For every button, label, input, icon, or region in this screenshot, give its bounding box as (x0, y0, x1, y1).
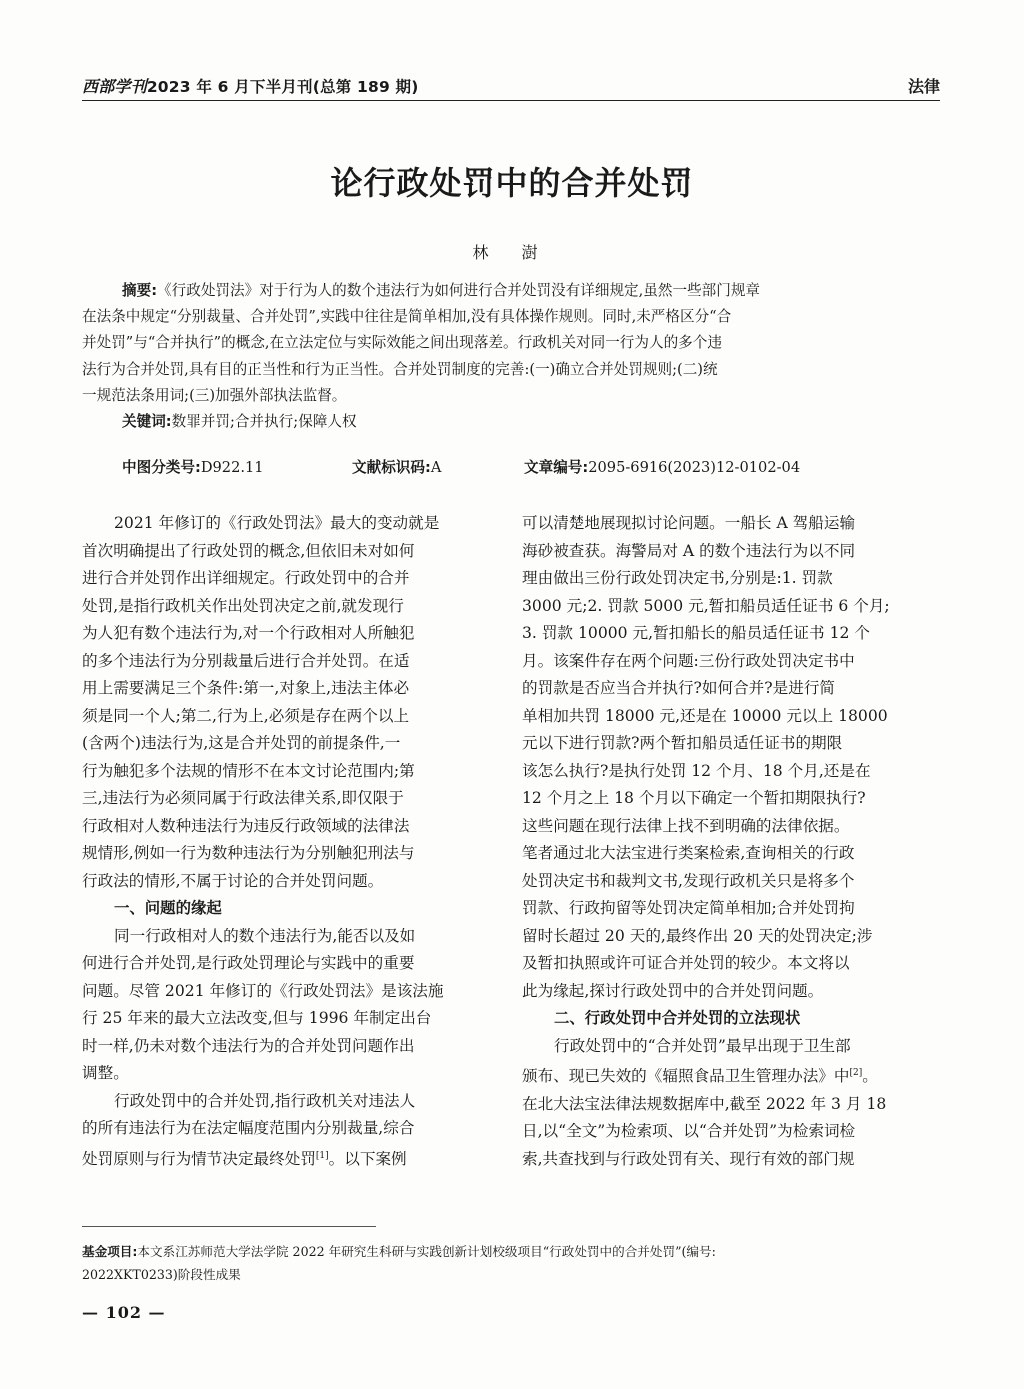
funding-label: 基金项目: (82, 1244, 138, 1259)
article-author: 林 澍 (472, 243, 552, 262)
section-label: 法律 (907, 77, 940, 96)
document-code: 文献标识码:A (352, 459, 442, 476)
abstract-line: 在法条中规定“分别裁量、合并处罚”,实践中往往是简单相加,没有具体操作规则。同时,未严格区分“合 (82, 308, 732, 326)
article-number: 文章编号:2095-6916(2023)12-0102-04 (524, 459, 801, 476)
abstract-line: 并处罚”与“合并执行”的概念,在立法定位与实际效能之间出现落差。行政机关对同一行为人的多个违 (82, 334, 722, 352)
abstract-line: 一规范法条用词;(三)加强外部执法监督。 (82, 386, 347, 404)
left-column (82, 510, 498, 1173)
paragraph: 可以清楚地展现拟讨论问题。一船长 A 驾船运输 海砂被查获。海警局对 A 的数个违法行为以不同 理由做出三份行政处罚决定书,分别是:1. 罚款 3000 元;2. 罚款 5000 元,暂扣船员适任证书 6 个月; 3. 罚款 10000 元,暂扣船长的船员适任证书 12 个 月。该案件存在两个问题:三份行政处罚决定书中 的罚款是否应当合并执行?如何合并?是进行简 单相加共罚 18000 元,还是在 10000 元以上 18000 元以下进行罚款?两个暂扣船员适任证书的期限 该怎么执行?是执行处罚 12 个月、18 个月,还是在 12 个月之上 18 个月以下确定一个暂扣期限执行? 这些问题在现行法律上找不到明确的法律依据。 笔者通过北大法宝进行类案检索,查询相关的行政 处罚决定书和裁判文书,发现行政机关只是将多个 罚款、行政拘留等处罚决定简单相加;合并处罚拘 留时长超过 20 天的,最终作出 20 天的处罚决定;涉 及暂扣执照或许可证合并处罚的较少。本文将以 此为缘起,探讨行政处罚中的合并处罚问题。 (522, 514, 890, 1000)
clc-code: 中图分类号:D922.11 (122, 459, 264, 476)
paragraph: 行政处罚中的合并处罚,指行政机关对违法人 的所有违法行为在法定幅度范围内分别裁量,综合 处罚原则与行为情节决定最终处罚[1]。以下案例 (82, 1091, 416, 1168)
funding-footnote: 基金项目:本文系江苏师范大学法学院 2022 年研究生科研与实践创新计划校级项目“行政处罚中的合并处罚”(编号: 2022XKT0233)阶段性成果 (82, 1244, 716, 1282)
section-heading: 一、问题的缘起 (114, 899, 222, 917)
journal-issue: 2023 年 6 月下半月刊(总第 189 期) (146, 78, 419, 96)
keywords-line (82, 409, 940, 435)
citation-ref: [2] (849, 1068, 863, 1078)
right-column (522, 510, 938, 1173)
paragraph: 行政处罚中的“合并处罚”最早出现于卫生部 颁布、现已失效的《辐照食品卫生管理办法》中[2]。 在北大法宝法律法规数据库中,截至 2022 年 3 月 18 日,以“全文”为检索项、以“合并处罚”为检索词检 索,共查找到与行政处罚有关、现行有效的部门规 (522, 1036, 887, 1168)
journal-logo: 西部学刊 (82, 77, 147, 96)
paragraph: 2021 年修订的《行政处罚法》最大的变动就是 首次明确提出了行政处罚的概念,但依旧未对如何 进行合并处罚作出详细规定。行政处罚中的合并 处罚,是指行政机关作出处罚决定之前,就发现行 为人犯有数个违法行为,对一个行政相对人所触犯 的多个违法行为分别裁量后进行合并处罚。在适 用上需要满足三个条件:第一,对象上,违法主体必 须是同一个人;第二,行为上,必须是存在两个以上 (含两个)违法行为,这是合并处罚的前提条件,一 行为触犯多个法规的情形不在本文讨论范围内;第 三,违法行为必须同属于行政法律关系,即仅限于 行政相对人数种违法行为违反行政领域的法律法 规情形,例如一行为数种违法行为分别触犯刑法与 行政法的情形,不属于讨论的合并处罚问题。 (82, 514, 440, 890)
keywords-label: 关键词: (122, 413, 172, 431)
abstract-line: 法行为合并处罚,具有目的正当性和行为正当性。合并处罚制度的完善:(一)确立合并处罚规则;(二)统 (82, 360, 718, 378)
paragraph: 同一行政相对人的数个违法行为,能否以及如 何进行合并处罚,是行政处罚理论与实践中的重要 问题。尽管 2021 年修订的《行政处罚法》是该法施 行 25 年来的最大立法改变,但与 1996 年制定出台 时一样,仍未对数个违法行为的合并处罚问题作出 调整。 (82, 926, 444, 1082)
citation-ref: [1] (315, 1150, 329, 1161)
page-number: — 102 — (82, 1303, 166, 1322)
article-title: 论行政处罚中的合并处罚 (330, 164, 694, 202)
journal-info (82, 74, 419, 97)
running-header (82, 70, 940, 101)
abstract-label: 摘要: (122, 282, 158, 299)
classification-row (122, 456, 922, 476)
keywords-text: 数罪并罚;合并执行;保障人权 (171, 413, 357, 431)
abstract-line: 摘要:《行政处罚法》对于行为人的数个违法行为如何进行合并处罚没有详细规定,虽然一些部门规章 (122, 282, 761, 299)
footnote-divider (82, 1226, 376, 1227)
abstract (82, 278, 940, 435)
section-heading: 二、行政处罚中合并处罚的立法现状 (554, 1009, 801, 1027)
